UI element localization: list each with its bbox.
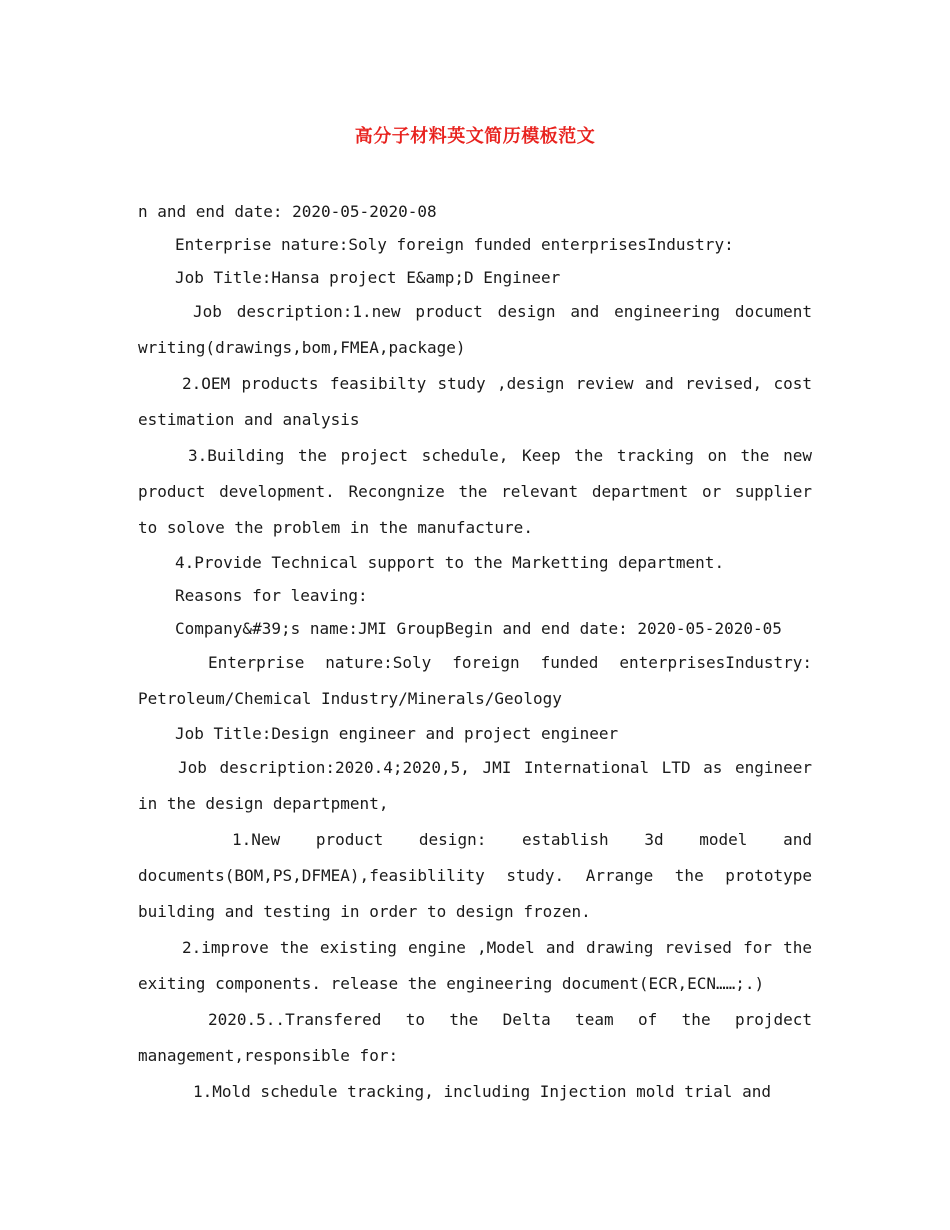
paragraph: Job Title:Design engineer and project engineer xyxy=(175,724,619,743)
paragraph: Job description:2020.4;2020,5, JMI International LTD as engineer in the design departpment, xyxy=(138,758,812,813)
paragraph: Reasons for leaving: xyxy=(175,586,368,605)
document-title: 高分子材料英文简历模板范文 xyxy=(354,126,596,147)
paragraph: Enterprise nature:Soly foreign funded enterprisesIndustry: Petroleum/Chemical Industry/Minerals/Geology xyxy=(138,653,812,708)
paragraph: 4.Provide Technical support to the Marketting department. xyxy=(175,553,725,572)
paragraph: 2.improve the existing engine ,Model and drawing revised for the exiting components. release the engineering document(ECR,ECN……;.) xyxy=(138,938,812,993)
paragraph: Company&#39;s name:JMI GroupBegin and end date: 2020-05-2020-05 xyxy=(175,619,782,638)
paragraph: 3.Building the project schedule, Keep the tracking on the new product development. Recongnize the relevant department or supplier to solove the problem in the manufacture. xyxy=(138,446,812,537)
paragraph: 2.OEM products feasibilty study ,design review and revised, cost estimation and analysis xyxy=(138,374,812,429)
paragraph: 1.New product design: establish 3d model and documents(BOM,PS,DFMEA),feasiblility study. Arrange the prototype building and testing in order to design frozen. xyxy=(138,830,812,921)
paragraph: n and end date: 2020-05-2020-08 xyxy=(138,202,437,221)
paragraph: 1.Mold schedule tracking, including Injection mold trial and xyxy=(193,1082,771,1101)
paragraph: 2020.5..Transfered to the Delta team of the projdect management,responsible for: xyxy=(138,1010,812,1065)
paragraph: Job description:1.new product design and engineering document writing(drawings,bom,FMEA,package) xyxy=(138,302,812,357)
document-body xyxy=(138,195,812,1110)
paragraph: Job Title:Hansa project E&amp;D Engineer xyxy=(175,268,561,287)
paragraph: Enterprise nature:Soly foreign funded enterprisesIndustry: xyxy=(175,235,734,254)
